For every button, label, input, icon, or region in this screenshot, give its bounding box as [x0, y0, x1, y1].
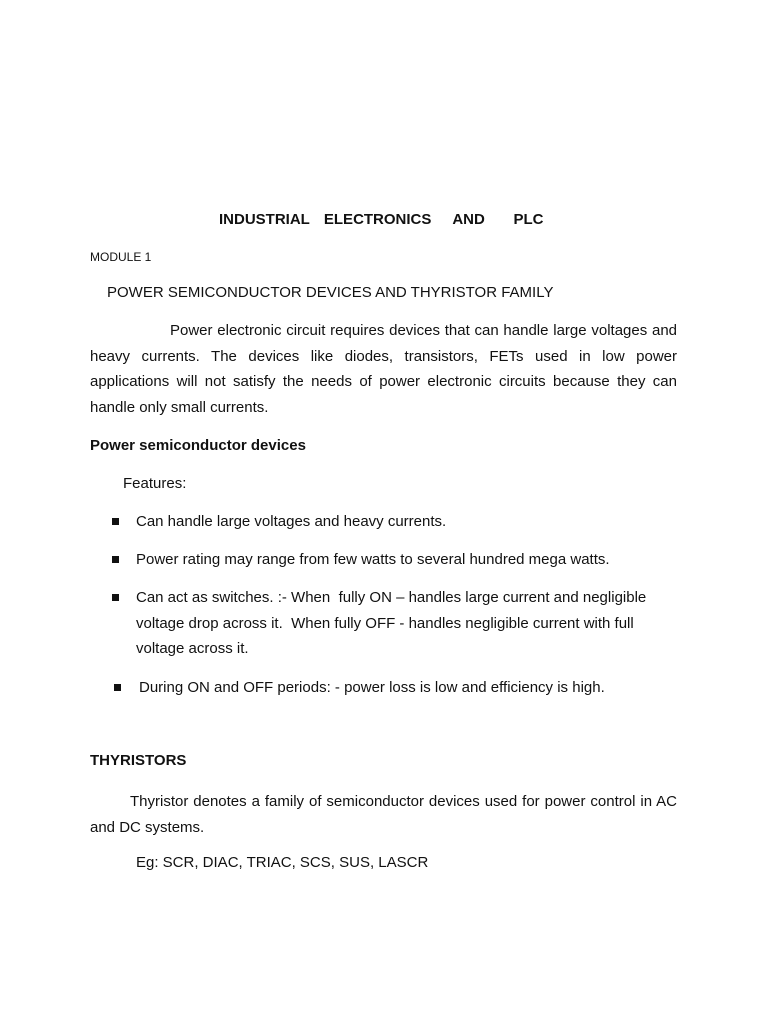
example-line: Eg: SCR, DIAC, TRIAC, SCS, SUS, LASCR [136, 854, 429, 871]
bullet-square-icon [112, 518, 119, 525]
bullet-square-icon [114, 684, 121, 691]
section-heading-thyristors: THYRISTORS [90, 752, 187, 769]
bullet-square-icon [112, 594, 119, 601]
thyristor-paragraph: Thyristor denotes a family of semiconductor devices used for power control in AC and DC systems. [90, 793, 677, 836]
features-label: Features: [123, 475, 187, 492]
feature-item: Can handle large voltages and heavy currents. [136, 513, 447, 530]
section-heading-power-semiconductor: Power semiconductor devices [90, 437, 306, 454]
feature-item: Can act as switches. :- When fully ON – handles large current and negligible voltage drop across it. When fully OFF - handles negligible current with full voltage across it. [136, 589, 651, 658]
module-label: MODULE 1 [90, 250, 152, 264]
feature-item: Power rating may range from few watts to several hundred mega watts. [136, 551, 610, 568]
document-title: INDUSTRIAL ELECTRONICS AND PLC [219, 211, 544, 228]
intro-paragraph: Power electronic circuit requires devices that can handle large voltages and heavy currents. The devices like diodes, transistors, FETs used in low power applications will not satisfy the needs of power electronic circuits because they can handle only small currents. [90, 322, 677, 417]
feature-item: During ON and OFF periods: - power loss is low and efficiency is high. [139, 679, 605, 696]
bullet-square-icon [112, 556, 119, 563]
chapter-subtitle: POWER SEMICONDUCTOR DEVICES AND THYRISTOR FAMILY [107, 284, 554, 301]
